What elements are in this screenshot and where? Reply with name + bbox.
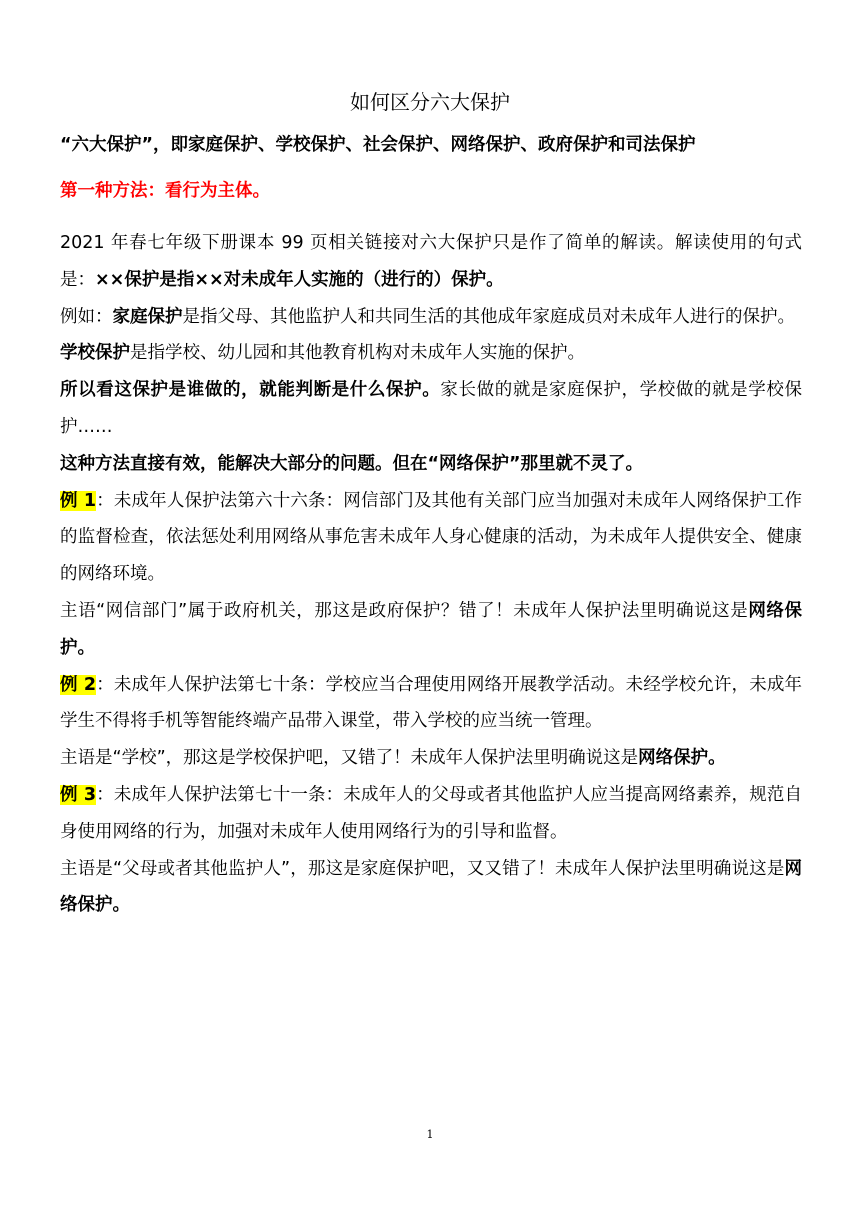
example-2-label: 例 2 [60, 674, 97, 695]
paragraph-bold-text: 这种方法直接有效，能解决大部分的问题。但在“网络保护”那里就不灵了。 [60, 453, 644, 474]
term-school-protection: 学校保护 [60, 343, 130, 364]
paragraph-textbook-reference [60, 225, 802, 299]
example-1-note [60, 593, 802, 667]
example-3-label: 例 3 [60, 784, 97, 805]
method-heading: 第一种方法：看行为主体。 [60, 181, 270, 201]
example-3 [60, 777, 802, 851]
paragraph-conclusion [60, 372, 802, 446]
example-2-note [60, 740, 802, 777]
paragraph-text: 家长做的就是家庭保护，学校做的就是学校保护…… [60, 380, 803, 437]
page-number: 1 [426, 1128, 434, 1141]
example-3-text: ：未成年人保护法第七十一条：未成年人的父母或者其他监护人应当提高网络素养，规范自身使用网络的行为，加强对未成年人使用网络行为的引导和监督。 [60, 784, 802, 842]
example-1-label: 例 1 [60, 490, 97, 511]
term-family-protection: 家庭保护 [112, 306, 183, 327]
note-bold-text: 网络保护。 [60, 600, 802, 658]
paragraph-bold-text: 所以看这保护是谁做的，就能判断是什么保护。 [60, 380, 441, 401]
note-text: 主语是“学校”，那这是学校保护吧，又错了！未成年人保护法里明确说这是 [60, 748, 639, 769]
paragraph-text: 2021 年春七年级下册课本 99 页相关链接对六大保护只是作了简单的解读。解读使用的句式是： [60, 233, 802, 290]
note-bold-text: 网络保护。 [60, 858, 802, 916]
paragraph-family-protection [60, 299, 802, 336]
paragraph-text: 是指父母、其他监护人和共同生活的其他成年家庭成员对未成年人进行的保护。 [182, 306, 795, 327]
paragraph-prefix: 例如： [60, 306, 113, 327]
example-3-note [60, 851, 802, 925]
note-text: 主语是“父母或者其他监护人”，那这是家庭保护吧，又又错了！未成年人保护法里明确说这是 [60, 858, 785, 879]
paragraph-text: 是指学校、幼儿园和其他教育机构对未成年人实施的保护。 [130, 343, 585, 364]
example-2-text: ：未成年人保护法第七十条：学校应当合理使用网络开展教学活动。未经学校允许，未成年学生不得将手机等智能终端产品带入课堂，带入学校的应当统一管理。 [60, 674, 802, 732]
paragraph-limitation [60, 446, 802, 483]
paragraph-bold-text: ××保护是指××对未成年人实施的（进行的）保护。 [95, 269, 504, 290]
page-title: 如何区分六大保护 [350, 90, 510, 114]
note-bold-text: 网络保护。 [638, 748, 726, 769]
body-text [60, 225, 802, 924]
subtitle: “六大保护”，即家庭保护、学校保护、社会保护、网络保护、政府保护和司法保护 [60, 135, 696, 155]
example-2 [60, 667, 802, 741]
paragraph-school-protection [60, 335, 802, 372]
example-1-text: ：未成年人保护法第六十六条：网信部门及其他有关部门应当加强对未成年人网络保护工作的监督检查，依法惩处利用网络从事危害未成年人身心健康的活动，为未成年人提供安全、健康的网络环境。 [60, 490, 802, 585]
example-1 [60, 483, 802, 593]
note-text: 主语“网信部门”属于政府机关，那这是政府保护？错了！未成年人保护法里明确说这是 [60, 600, 749, 621]
